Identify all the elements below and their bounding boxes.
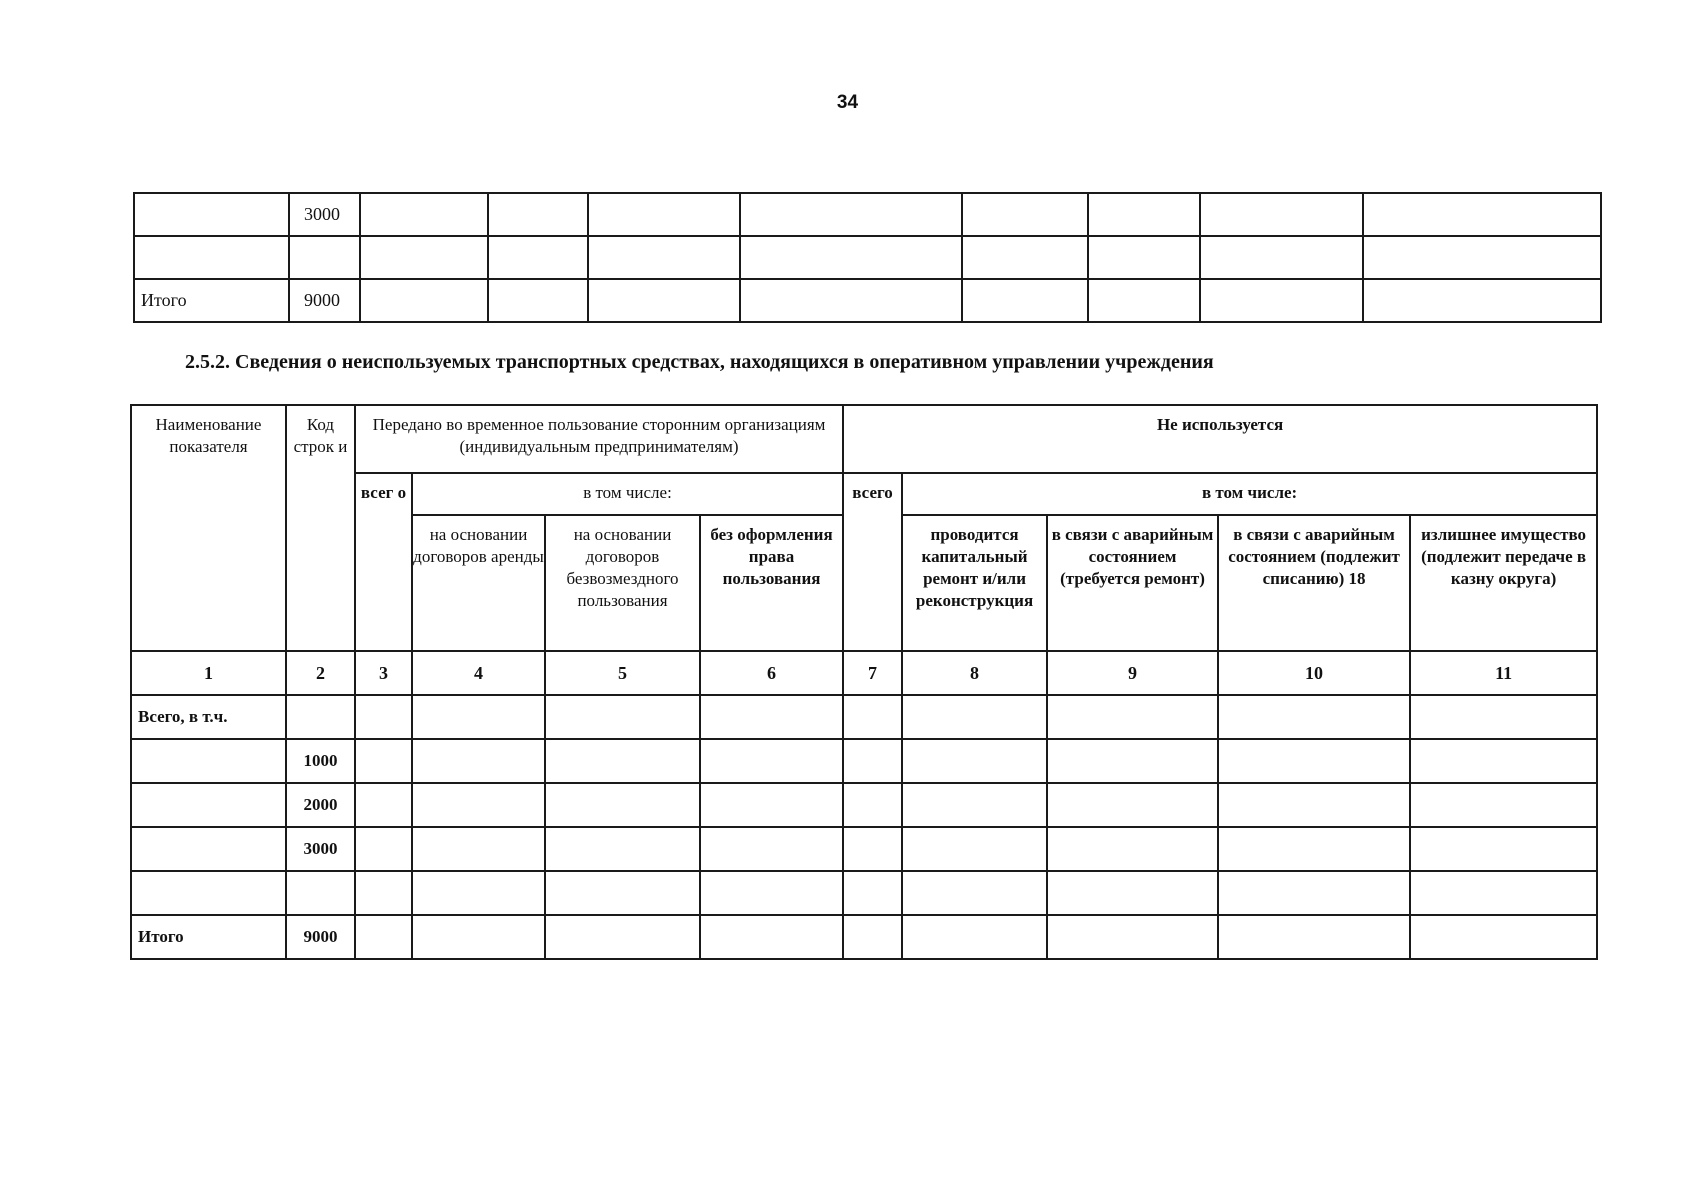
column-number: 6	[700, 651, 843, 695]
row-name	[134, 193, 289, 236]
table-row	[134, 236, 1601, 279]
column-number: 8	[902, 651, 1047, 695]
column-number: 2	[286, 651, 355, 695]
header-transferred: Передано во временное пользование сторонним организациям (индивидуальным предпринимателям)	[355, 405, 843, 473]
page-number: 34	[836, 92, 859, 113]
column-number: 4	[412, 651, 545, 695]
header-no-rights: без оформления права пользования	[700, 515, 843, 651]
column-number: 1	[131, 651, 286, 695]
table-row	[131, 739, 1597, 783]
row-name	[134, 236, 289, 279]
header-repair: проводится капитальный ремонт и/или реконструкция	[902, 515, 1047, 651]
row-name	[131, 739, 286, 783]
row-name	[131, 871, 286, 915]
column-number: 5	[545, 651, 700, 695]
header-not-used: Не используется	[843, 405, 1597, 473]
row-code: 3000	[289, 193, 360, 236]
header-total-not-used: всего	[843, 473, 902, 651]
header-free-use: на основании договоров безвозмездного пользования	[545, 515, 700, 651]
row-code	[289, 236, 360, 279]
row-code: 9000	[286, 915, 355, 959]
continued-table	[133, 192, 1602, 323]
table-row	[131, 915, 1597, 959]
header-including-not-used: в том числе:	[902, 473, 1597, 515]
header-emergency-repair: в связи с аварийным состоянием (требуется ремонт)	[1047, 515, 1218, 651]
header-rent: на основании договоров аренды	[412, 515, 545, 651]
header-emergency-writeoff: в связи с аварийным состоянием (подлежит списанию) 18	[1218, 515, 1410, 651]
row-code: 3000	[286, 827, 355, 871]
header-including-transferred: в том числе:	[412, 473, 843, 515]
column-number: 3	[355, 651, 412, 695]
column-number: 7	[843, 651, 902, 695]
header-total-transferred: всег о	[355, 473, 412, 651]
table-row	[131, 783, 1597, 827]
row-code	[286, 871, 355, 915]
column-numbers-row	[131, 651, 1597, 695]
table-row	[131, 871, 1597, 915]
table-row	[131, 695, 1597, 739]
row-name	[131, 827, 286, 871]
column-number: 10	[1218, 651, 1410, 695]
table-row	[131, 827, 1597, 871]
row-name: Итого	[134, 279, 289, 322]
row-code	[286, 695, 355, 739]
unused-vehicles-table	[130, 404, 1598, 960]
row-code: 1000	[286, 739, 355, 783]
row-name: Итого	[131, 915, 286, 959]
header-surplus: излишнее имущество (подлежит передаче в казну округа)	[1410, 515, 1597, 651]
table-row	[134, 279, 1601, 322]
section-title: 2.5.2. Сведения о неиспользуемых транспортных средствах, находящихся в оперативном управлении учреждения	[185, 351, 1214, 373]
table-row	[134, 193, 1601, 236]
column-number: 9	[1047, 651, 1218, 695]
header-code: Код строк и	[286, 405, 355, 651]
row-name: Всего, в т.ч.	[131, 695, 286, 739]
row-code: 2000	[286, 783, 355, 827]
row-code: 9000	[289, 279, 360, 322]
column-number: 11	[1410, 651, 1597, 695]
row-name	[131, 783, 286, 827]
header-name: Наименование показателя	[131, 405, 286, 651]
